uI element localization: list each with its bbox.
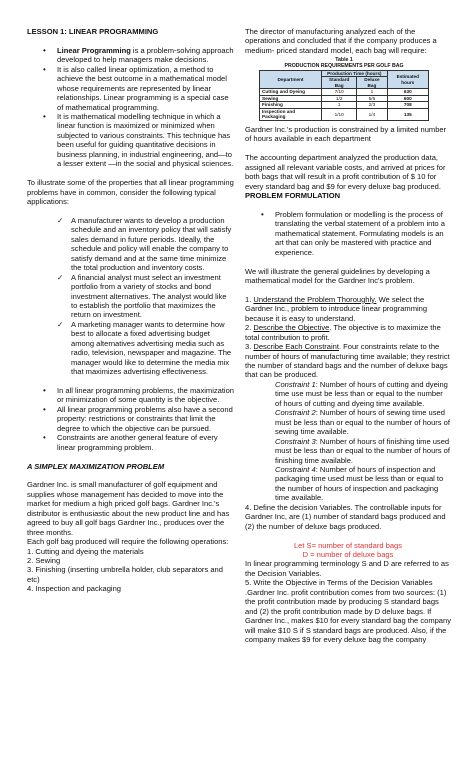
bullet-icon: •	[43, 404, 46, 414]
step-2: 2. Describe the Objective. The objective is to maximize the total contribution to profit.	[245, 323, 441, 342]
cell-deluxe: 1/4	[357, 108, 387, 120]
constraint-label: Constraint 4	[275, 465, 316, 475]
bullet-icon: •	[43, 112, 46, 122]
section-title-simplex: A SIMPLEX MAXIMIZATION PROBLEM	[27, 461, 165, 471]
bullet-item	[27, 46, 234, 65]
production-table-figure	[259, 58, 429, 121]
check-text: A financial analyst must select an investment portfolio from a variety of stocks and bond investment alternatives. The analyst would like to establish the portfolio that maximizes the return on investment.	[71, 272, 227, 320]
bullet-text: All linear programming problems also have a second property: restrictions or constraints that limit the degree to which the objective can be pursued.	[57, 404, 233, 433]
cell-deluxe: 1	[357, 89, 387, 96]
bullet-icon: •	[43, 433, 46, 443]
operation-item: 4. Inspection and packaging	[27, 584, 121, 594]
check-text: A manufacturer wants to develop a production schedule and an inventory policy that will satisfy sales demand in future periods. Ideally, the schedule and policy will enable the company to satisfy demand and at the same time minimize the total production and inventory costs.	[71, 215, 232, 273]
step-1-text: We select the Gardner Inc., problem to introduce linear programming because it is easy to understand.	[245, 294, 428, 323]
operation-item: 2. Sewing	[27, 556, 61, 565]
step-4: 4. Define the decision Variables. The controllable inputs for Gardner Inc, are (1) number of standard bags produced and (2) the number of deluxe bags produced.	[245, 502, 446, 531]
bullet-item	[27, 112, 234, 169]
term-bold: Linear Programming	[57, 45, 131, 55]
step-2-heading: Describe the Objective	[253, 323, 330, 333]
cell-estimated: 600	[387, 95, 428, 102]
section-title-problem-formulation: PROBLEM FORMULATION	[245, 191, 341, 201]
bullet-item	[27, 65, 234, 112]
bullet-text: Constraints are another general feature of every linear programming problem.	[57, 433, 218, 452]
bullet-icon: •	[43, 385, 46, 395]
checkmark-icon: ✓	[57, 272, 64, 282]
cell-department: Sewing	[260, 95, 322, 102]
constraint-label: Constraint 1	[275, 379, 316, 389]
check-item	[27, 273, 234, 320]
check-item	[27, 216, 234, 273]
intro-paragraph: To illustrate some of the properties that all linear programming problems have in common, consider the following typical applications:	[27, 178, 234, 207]
variable-definition-d: D = number of deluxe bags	[302, 550, 394, 560]
bullet-item	[27, 405, 234, 433]
step-2-text: . The objective is to maximize the total contribution to profit.	[245, 323, 441, 342]
step-3-text: . Four constraints relate to the number of hours of manufacturing time available; they restrict the number of standard bags and the number of deluxe bags that can be produced.	[245, 342, 450, 380]
header-production-time: Production Time (hours)	[322, 70, 388, 77]
constraint-text: : Number of hours of finishing time used must be less than or equal to the number of hours of finishing time available.	[275, 436, 450, 465]
bullet-text: It is mathematical modelling technique in which a linear function is maximized or minimized when subjected to various constraints. This technique has been useful for guiding quantitative decisions in business planning, in industrial engineering, and—to a lesser extent —in the social and physical sciences.	[57, 112, 234, 169]
cell-deluxe: 5/6	[357, 95, 387, 102]
director-paragraph: The director of manufacturing analyzed each of the operations and concluded that if the company produces a medium- priced standard model, each bag will require:	[245, 27, 437, 55]
constraint-text: : Number of hours of cutting and dyeing time use must be less than or equal to the number of hours of cutting and dyeing time available.	[275, 379, 448, 408]
checkmark-icon: ✓	[57, 215, 64, 225]
cell-deluxe: 2/3	[357, 102, 387, 109]
operation-item: 3. Finishing (inserting umbrella holder, club separators and etc)	[27, 565, 223, 584]
constraint-item	[245, 437, 451, 465]
table-row	[260, 108, 429, 120]
operation-item: 1. Cutting and dyeing the materials	[27, 546, 144, 556]
cell-estimated: 708	[387, 102, 428, 109]
bullet-text: It is also called linear optimization, a method to achieve the best outcome in a mathematical model whose requirements are represented by linear relationships. Linear programming is a special case of mathematical programming.	[57, 64, 229, 112]
table-caption-title: PRODUCTION REQUIREMENTS PER GOLF BAG	[284, 63, 404, 70]
cell-department: Inspection and Packaging	[260, 108, 322, 120]
production-requirements-table	[259, 70, 429, 121]
bullet-text: is a problem-solving approach developed to help managers make decisions.	[57, 45, 234, 65]
right-column	[245, 27, 451, 645]
step-3: 3. Describe Each Constraint. Four constraints relate to the number of hours of manufacturing time available; they restrict the number of standard bags and the number of deluxe bags that can be produced.	[245, 342, 450, 380]
accounting-paragraph: The accounting department analyzed the production data, assigned all relevant variable costs, and arrived at prices for both bags that will result in a profit contribution of $ 10 for every standard bag and $9 for every deluxe bag produced.	[245, 153, 446, 191]
bullet-item	[27, 433, 234, 452]
terminology-paragraph: In linear programming terminology S and D are referred to as the Decision Variables.	[245, 559, 449, 578]
lesson-title: LESSON 1: LINEAR PROGRAMMING	[27, 27, 159, 36]
constraint-label: Constraint 3	[275, 436, 316, 446]
bullet-icon: •	[43, 64, 46, 74]
header-department: Department	[260, 70, 322, 89]
bullet-item	[245, 210, 451, 257]
check-text: A marketing manager wants to determine how best to allocate a fixed advertising budget among alternatives advertising media such as radio, television, newspaper and magazine. The manager would like to determine the media mix that maximizes advertising effectiveness.	[71, 319, 232, 377]
bullet-text: Problem formulation or modelling is the process of translating the verbal statement of a problem into a mathematical statement. Formulating models is an art that can only be mastered with practice and experience.	[275, 209, 445, 257]
header-estimated-hours: Estimated hours	[387, 70, 428, 89]
step-1: 1. Understand the Problem Thoroughly. We select the Gardner Inc., problem to introduce linear programming because it is easy to understand.	[245, 294, 428, 323]
constraint-item	[245, 380, 451, 408]
bullet-item	[27, 386, 234, 405]
header-deluxe-bag: Deluxe Bag	[357, 77, 387, 89]
cell-standard: 1	[322, 102, 357, 109]
step-1-heading: Understand the Problem Thoroughly.	[253, 294, 377, 304]
checkmark-icon: ✓	[57, 319, 64, 329]
constraint-label: Constraint 2	[275, 408, 316, 418]
check-item	[27, 320, 234, 377]
cell-standard: 1/2	[322, 95, 357, 102]
constraint-item	[245, 408, 451, 436]
step-3-heading: Describe Each Constraint	[253, 342, 339, 352]
constraint-text: : Number of hours of inspection and packaging time used must be less than or equal to the number of hours of inspection and packaging time available.	[275, 465, 444, 503]
cell-estimated: 135	[387, 108, 428, 120]
cell-department: Finishing	[260, 102, 322, 109]
constraint-text: : Number of hours of sewing time used must be less than or equal to the number of hours of sewing time available.	[275, 408, 450, 437]
bullet-text: In all linear programming problems, the maximization or minimization of some quantity is the objective.	[57, 385, 235, 405]
bullet-icon: •	[43, 45, 46, 55]
table-header-row	[260, 70, 429, 77]
left-column	[27, 27, 234, 594]
table-caption-number: Table 1	[335, 57, 353, 64]
cell-department: Cutting and Dyeing	[260, 89, 322, 96]
step-5: 5. Write the Objective in Terms of the Decision Variables .Gardner Inc. profit contribution comes from two sources: (1) the profit contribution made by producing S standard bags and (2) the profit contribution made by D deluxe bags. If Gardner Inc., makes $10 for every standard bag the company will make $10 S if S standard bags are produced. Also, if the company makes $9 for every deluxe bag the company	[245, 578, 451, 645]
constraint-item	[245, 465, 451, 503]
guidelines-paragraph: We will illustrate the general guidelines by developing a mathematical model for the Gardner Inc's problem.	[245, 266, 430, 286]
operations-intro: Each golf bag produced will require the following operations:	[27, 537, 229, 547]
cell-standard: 1/10	[322, 108, 357, 120]
header-standard-bag: Standard Bag	[322, 77, 357, 89]
constrained-paragraph: Gardner Inc.'s production is constrained by a limited number of hours available in each department	[245, 124, 447, 144]
variable-definition-s: Let S= number of standard bags	[293, 540, 403, 550]
cell-estimated: 630	[387, 89, 428, 96]
gardner-paragraph: Gardner Inc. is small manufacturer of golf equipment and supplies whose management has decided to move into the market for medium a high priced golf bags. Gardner Inc.'s distributor is enthusiastic about the new product line and has agreed to buy all golf bags Gardner Inc., produces over the three months.	[27, 480, 230, 537]
bullet-icon: •	[261, 209, 264, 219]
cell-standard: 7/10	[322, 89, 357, 96]
